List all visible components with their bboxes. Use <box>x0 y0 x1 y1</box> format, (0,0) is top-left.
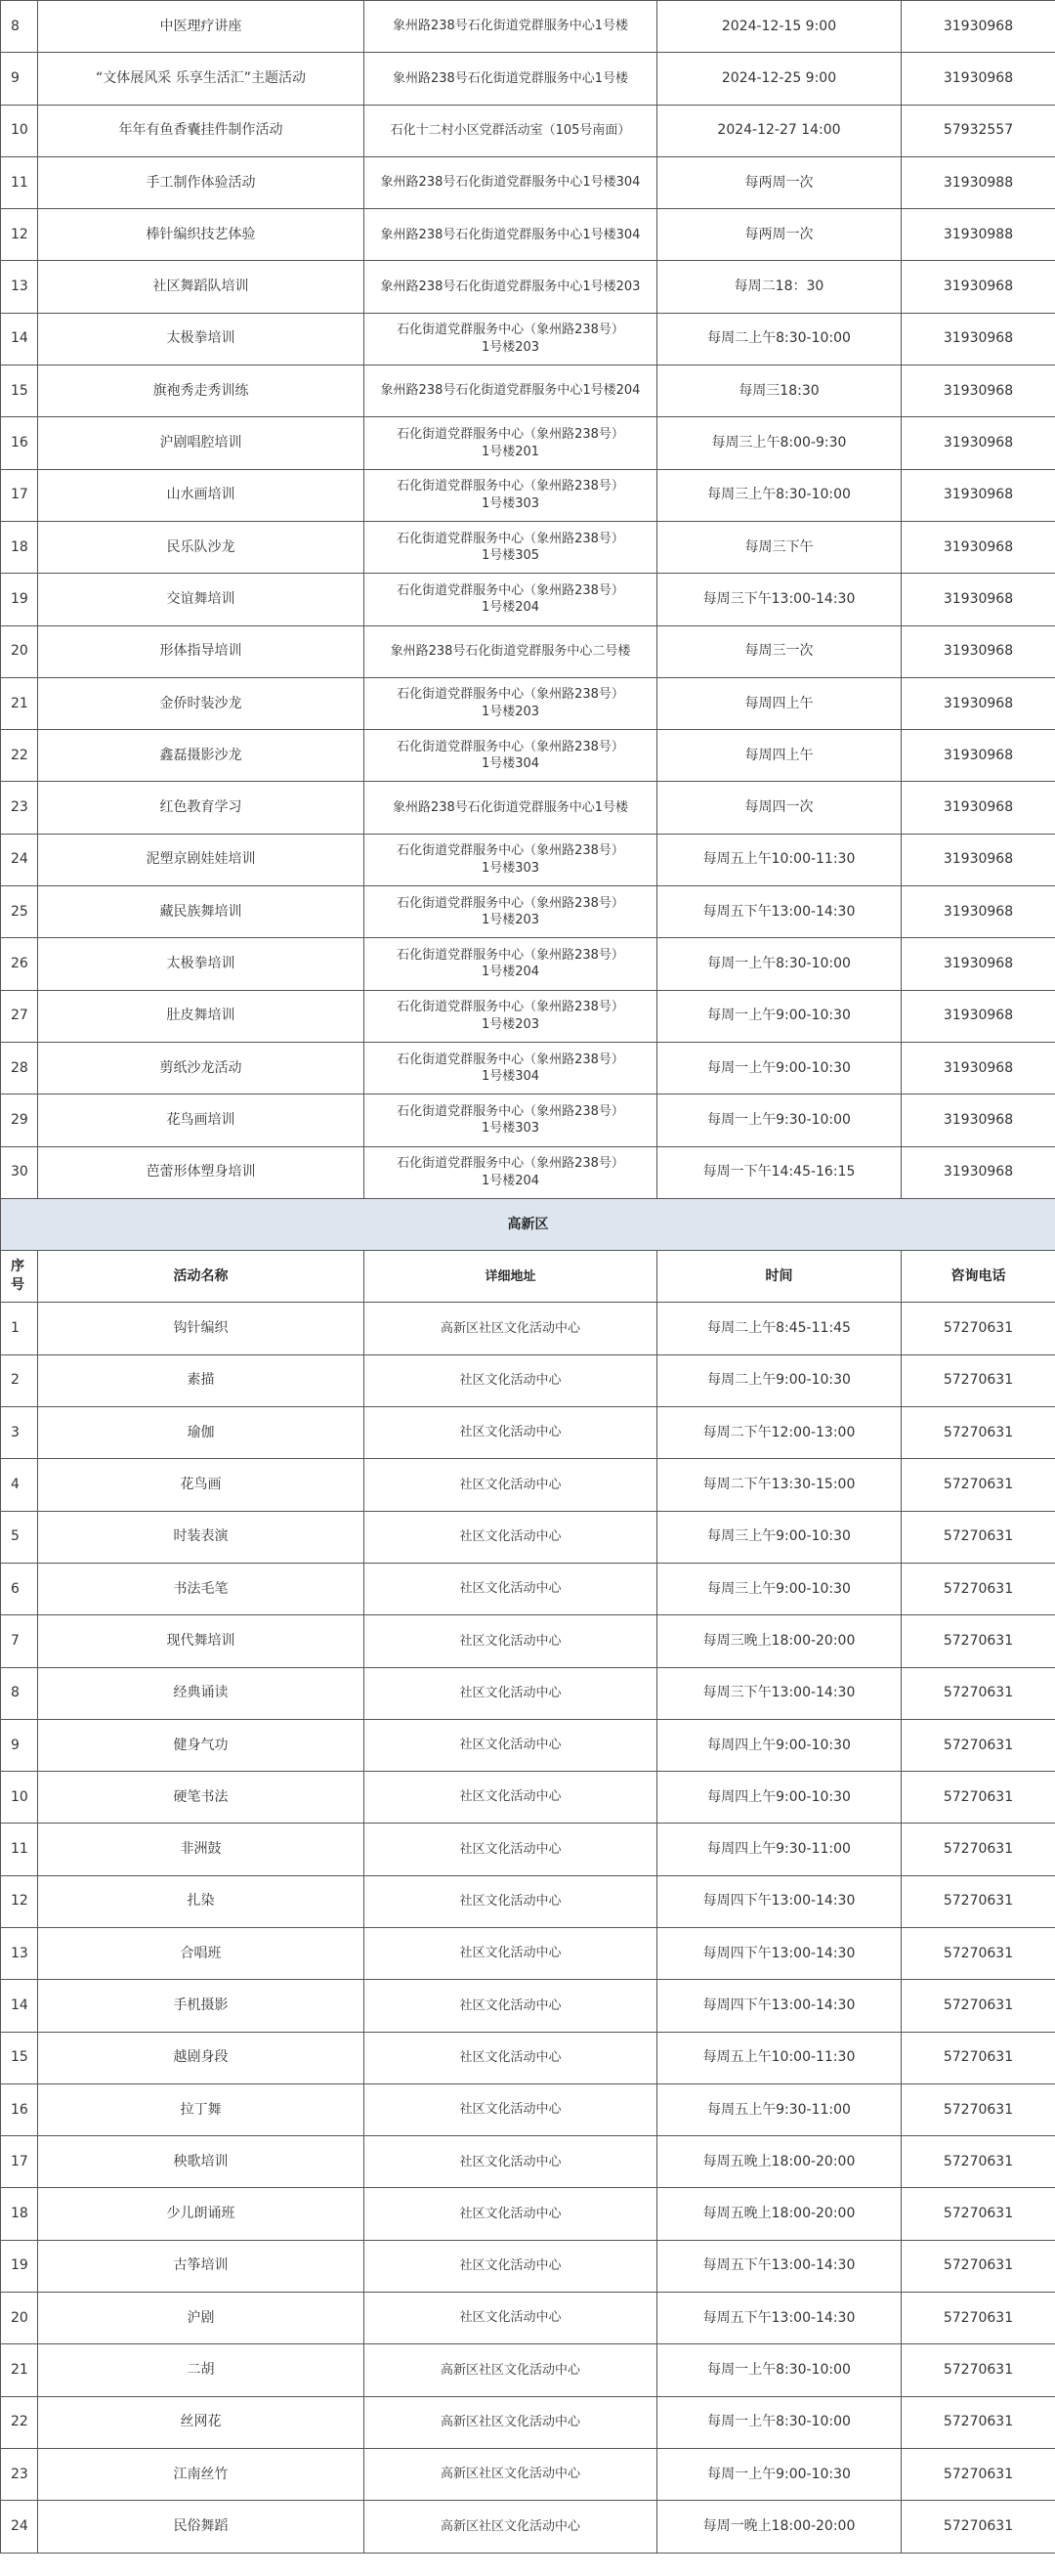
cell-phone: 31930968 <box>902 574 1055 625</box>
cell-addr: 社区文化活动中心 <box>364 1511 657 1563</box>
cell-phone: 31930968 <box>902 417 1055 469</box>
table-row <box>1 313 1055 365</box>
cell-addr: 石化街道党群服务中心（象州路238号） 1号楼204 <box>364 574 657 625</box>
table-header-row <box>1 1251 1055 1303</box>
cell-no: 9 <box>1 53 38 105</box>
cell-name: 丝网花 <box>38 2396 364 2448</box>
cell-phone: 31930968 <box>902 990 1055 1042</box>
cell-phone: 57270631 <box>902 1719 1055 1771</box>
cell-name: 现代舞培训 <box>38 1615 364 1667</box>
cell-phone: 31930968 <box>902 1 1055 53</box>
cell-phone: 57270631 <box>902 1667 1055 1719</box>
cell-name: 形体指导培训 <box>38 625 364 677</box>
cell-time: 每周三一次 <box>657 625 902 677</box>
table-row <box>1 2448 1055 2500</box>
cell-no: 18 <box>1 2188 38 2240</box>
cell-phone: 57270631 <box>902 1615 1055 1667</box>
cell-time: 每周四上午9:00-10:30 <box>657 1772 902 1824</box>
cell-name: 红色教育学习 <box>38 782 364 834</box>
cell-phone: 57270631 <box>902 2448 1055 2500</box>
cell-phone: 57932557 <box>902 105 1055 156</box>
cell-name: 手机摄影 <box>38 1980 364 2032</box>
table-row <box>1 2188 1055 2240</box>
table-row <box>1 938 1055 990</box>
cell-addr: 社区文化活动中心 <box>364 1927 657 1979</box>
activity-table-body <box>1 1 1055 2554</box>
cell-addr: 石化街道党群服务中心（象州路238号） 1号楼303 <box>364 469 657 521</box>
cell-name: 书法毛笔 <box>38 1563 364 1614</box>
table-row <box>1 1980 1055 2032</box>
cell-addr: 高新区社区文化活动中心 <box>364 2501 657 2553</box>
cell-no: 序号 <box>1 1251 38 1303</box>
cell-phone: 31930968 <box>902 1042 1055 1094</box>
cell-name: 社区舞蹈队培训 <box>38 261 364 313</box>
table-row <box>1 261 1055 313</box>
table-row <box>1 1824 1055 1875</box>
cell-phone: 31930968 <box>902 1095 1055 1146</box>
cell-addr: 社区文化活动中心 <box>364 1354 657 1406</box>
cell-phone: 31930968 <box>902 834 1055 885</box>
cell-no: 2 <box>1 1354 38 1406</box>
cell-name: 扎染 <box>38 1875 364 1927</box>
cell-name: 江南丝竹 <box>38 2448 364 2500</box>
cell-no: 13 <box>1 261 38 313</box>
cell-time: 每周一上午9:00-10:30 <box>657 2448 902 2500</box>
cell-addr: 社区文化活动中心 <box>364 1824 657 1875</box>
cell-name: 交谊舞培训 <box>38 574 364 625</box>
cell-name: 藏民族舞培训 <box>38 886 364 938</box>
cell-time: 每周一上午8:30-10:00 <box>657 2396 902 2448</box>
cell-name: 时装表演 <box>38 1511 364 1563</box>
table-row <box>1 1042 1055 1094</box>
cell-no: 8 <box>1 1667 38 1719</box>
cell-addr: 石化街道党群服务中心（象州路238号） 1号楼204 <box>364 1146 657 1198</box>
cell-name: 合唱班 <box>38 1927 364 1979</box>
cell-phone: 31930968 <box>902 261 1055 313</box>
cell-addr: 石化街道党群服务中心（象州路238号） 1号楼305 <box>364 521 657 573</box>
cell-time: 每周二上午8:45-11:45 <box>657 1303 902 1354</box>
table-row <box>1 2501 1055 2553</box>
table-row <box>1 2136 1055 2188</box>
cell-addr: 社区文化活动中心 <box>364 1875 657 1927</box>
cell-time: 2024-12-27 14:00 <box>657 105 902 156</box>
cell-name: 太极拳培训 <box>38 938 364 990</box>
cell-time: 每周四上午 <box>657 730 902 782</box>
cell-phone: 31930968 <box>902 365 1055 417</box>
cell-no: 28 <box>1 1042 38 1094</box>
table-row <box>1 1354 1055 1406</box>
cell-time: 每周五晚上18:00-20:00 <box>657 2188 902 2240</box>
cell-time: 每周二上午9:00-10:30 <box>657 1354 902 1406</box>
cell-name: 手工制作体验活动 <box>38 156 364 208</box>
cell-name: 素描 <box>38 1354 364 1406</box>
cell-no: 19 <box>1 2240 38 2292</box>
cell-name: 金侨时装沙龙 <box>38 677 364 729</box>
table-row <box>1 365 1055 417</box>
cell-addr: 社区文化活动中心 <box>364 1407 657 1459</box>
cell-name: 山水画培训 <box>38 469 364 521</box>
cell-no: 30 <box>1 1146 38 1198</box>
cell-name: 民俗舞蹈 <box>38 2501 364 2553</box>
table-row <box>1 209 1055 261</box>
cell-no: 16 <box>1 417 38 469</box>
cell-phone: 57270631 <box>902 1980 1055 2032</box>
cell-phone: 57270631 <box>902 2344 1055 2396</box>
table-row <box>1 1667 1055 1719</box>
cell-phone: 57270631 <box>902 2136 1055 2188</box>
cell-time: 每周五上午10:00-11:30 <box>657 2032 902 2083</box>
cell-time: 每周五上午9:30-11:00 <box>657 2083 902 2135</box>
table-row <box>1 1095 1055 1146</box>
table-row <box>1 2344 1055 2396</box>
cell-time: 每周四一次 <box>657 782 902 834</box>
cell-addr: 石化街道党群服务中心（象州路238号） 1号楼203 <box>364 990 657 1042</box>
table-row <box>1 469 1055 521</box>
cell-time: 每周四上午9:30-11:00 <box>657 1824 902 1875</box>
cell-time: 每周一上午9:30-10:00 <box>657 1095 902 1146</box>
section-title-row <box>1 1198 1055 1250</box>
cell-addr: 象州路238号石化街道党群服务中心1号楼304 <box>364 156 657 208</box>
cell-time: 每周三下午13:00-14:30 <box>657 574 902 625</box>
table-row <box>1 2240 1055 2292</box>
table-row <box>1 2396 1055 2448</box>
cell-phone: 57270631 <box>902 1459 1055 1511</box>
cell-addr: 石化街道党群服务中心（象州路238号） 1号楼203 <box>364 677 657 729</box>
table-row <box>1 2032 1055 2083</box>
cell-time: 每周四下午13:00-14:30 <box>657 1875 902 1927</box>
cell-time: 每周五下午13:00-14:30 <box>657 2293 902 2344</box>
cell-addr: 石化街道党群服务中心（象州路238号） 1号楼203 <box>364 313 657 365</box>
cell-addr: 象州路238号石化街道党群服务中心1号楼 <box>364 53 657 105</box>
cell-addr: 社区文化活动中心 <box>364 2136 657 2188</box>
cell-phone: 31930968 <box>902 886 1055 938</box>
cell-no: 12 <box>1 1875 38 1927</box>
table-row <box>1 1303 1055 1354</box>
cell-addr: 石化街道党群服务中心（象州路238号） 1号楼304 <box>364 1042 657 1094</box>
cell-name: 沪剧唱腔培训 <box>38 417 364 469</box>
cell-addr: 石化十二村小区党群活动室（105号南面） <box>364 105 657 156</box>
cell-no: 12 <box>1 209 38 261</box>
cell-name: 沪剧 <box>38 2293 364 2344</box>
cell-phone: 57270631 <box>902 1875 1055 1927</box>
cell-no: 3 <box>1 1407 38 1459</box>
cell-time: 每周四下午13:00-14:30 <box>657 1927 902 1979</box>
cell-no: 25 <box>1 886 38 938</box>
cell-no: 14 <box>1 1980 38 2032</box>
cell-name: 民乐队沙龙 <box>38 521 364 573</box>
cell-no: 4 <box>1 1459 38 1511</box>
cell-no: 19 <box>1 574 38 625</box>
cell-time: 每周四上午9:00-10:30 <box>657 1719 902 1771</box>
cell-phone: 31930988 <box>902 156 1055 208</box>
cell-addr: 高新区社区文化活动中心 <box>364 2448 657 2500</box>
table-row <box>1 105 1055 156</box>
cell-no: 11 <box>1 156 38 208</box>
cell-phone: 31930968 <box>902 730 1055 782</box>
cell-time: 每周三上午9:00-10:30 <box>657 1511 902 1563</box>
cell-phone: 57270631 <box>902 2240 1055 2292</box>
cell-addr: 石化街道党群服务中心（象州路238号） 1号楼201 <box>364 417 657 469</box>
cell-no: 26 <box>1 938 38 990</box>
cell-phone: 57270631 <box>902 1563 1055 1614</box>
cell-no: 17 <box>1 469 38 521</box>
cell-name: 健身气功 <box>38 1719 364 1771</box>
cell-time: 每周三下午13:00-14:30 <box>657 1667 902 1719</box>
cell-time: 每周一上午9:00-10:30 <box>657 1042 902 1094</box>
cell-phone: 31930968 <box>902 521 1055 573</box>
cell-name: 瑜伽 <box>38 1407 364 1459</box>
cell-time: 每周四上午 <box>657 677 902 729</box>
cell-time: 每周三上午8:00-9:30 <box>657 417 902 469</box>
cell-time: 每周一上午8:30-10:00 <box>657 2344 902 2396</box>
cell-phone: 57270631 <box>902 1824 1055 1875</box>
cell-name: 棒针编织技艺体验 <box>38 209 364 261</box>
cell-name: 秧歌培训 <box>38 2136 364 2188</box>
table-row <box>1 886 1055 938</box>
table-row <box>1 834 1055 885</box>
cell-no: 9 <box>1 1719 38 1771</box>
cell-time: 每周三上午9:00-10:30 <box>657 1563 902 1614</box>
table-row <box>1 574 1055 625</box>
table-row <box>1 1563 1055 1614</box>
table-row <box>1 625 1055 677</box>
cell-no: 17 <box>1 2136 38 2188</box>
cell-time: 每周一上午9:00-10:30 <box>657 990 902 1042</box>
cell-addr: 社区文化活动中心 <box>364 1563 657 1614</box>
cell-time: 每两周一次 <box>657 156 902 208</box>
cell-addr: 石化街道党群服务中心（象州路238号） 1号楼304 <box>364 730 657 782</box>
cell-no: 24 <box>1 2501 38 2553</box>
table-row <box>1 1459 1055 1511</box>
cell-name: 年年有鱼香囊挂件制作活动 <box>38 105 364 156</box>
cell-time: 每周五下午13:00-14:30 <box>657 886 902 938</box>
cell-addr: 社区文化活动中心 <box>364 1667 657 1719</box>
cell-addr: 社区文化活动中心 <box>364 1615 657 1667</box>
cell-name: 少儿朗诵班 <box>38 2188 364 2240</box>
cell-name: 花鸟画 <box>38 1459 364 1511</box>
cell-no: 22 <box>1 2396 38 2448</box>
cell-phone: 31930968 <box>902 1146 1055 1198</box>
cell-no: 1 <box>1 1303 38 1354</box>
cell-no: 21 <box>1 2344 38 2396</box>
cell-time: 每周五下午13:00-14:30 <box>657 2240 902 2292</box>
cell-name: 剪纸沙龙活动 <box>38 1042 364 1094</box>
cell-addr: 石化街道党群服务中心（象州路238号） 1号楼303 <box>364 1095 657 1146</box>
cell-addr: 石化街道党群服务中心（象州路238号） 1号楼204 <box>364 938 657 990</box>
cell-no: 15 <box>1 2032 38 2083</box>
cell-name: 花鸟画培训 <box>38 1095 364 1146</box>
table-row <box>1 1875 1055 1927</box>
table-row <box>1 1 1055 53</box>
cell-no: 5 <box>1 1511 38 1563</box>
cell-time: 每周五晚上18:00-20:00 <box>657 2136 902 2188</box>
table-row <box>1 2083 1055 2135</box>
cell-phone: 57270631 <box>902 1927 1055 1979</box>
cell-name: 旗袍秀走秀训练 <box>38 365 364 417</box>
cell-name: 拉丁舞 <box>38 2083 364 2135</box>
cell-phone: 31930968 <box>902 625 1055 677</box>
table-row <box>1 1772 1055 1824</box>
cell-phone: 57270631 <box>902 1303 1055 1354</box>
cell-addr: 象州路238号石化街道党群服务中心1号楼304 <box>364 209 657 261</box>
cell-addr: 象州路238号石化街道党群服务中心1号楼203 <box>364 261 657 313</box>
cell-no: 7 <box>1 1615 38 1667</box>
cell-name: 硬笔书法 <box>38 1772 364 1824</box>
cell-time: 每两周一次 <box>657 209 902 261</box>
table-row <box>1 521 1055 573</box>
cell-name: 二胡 <box>38 2344 364 2396</box>
cell-name: “文体展风采 乐享生活汇”主题活动 <box>38 53 364 105</box>
cell-no: 20 <box>1 2293 38 2344</box>
cell-no: 21 <box>1 677 38 729</box>
cell-no: 10 <box>1 1772 38 1824</box>
cell-phone: 57270631 <box>902 2083 1055 2135</box>
cell-addr: 社区文化活动中心 <box>364 1459 657 1511</box>
cell-time: 每周一上午8:30-10:00 <box>657 938 902 990</box>
table-row <box>1 730 1055 782</box>
cell-addr: 社区文化活动中心 <box>364 2240 657 2292</box>
cell-phone: 57270631 <box>902 1511 1055 1563</box>
cell-phone: 咨询电话 <box>902 1251 1055 1303</box>
cell-name: 中医理疗讲座 <box>38 1 364 53</box>
cell-phone: 31930968 <box>902 677 1055 729</box>
cell-no: 11 <box>1 1824 38 1875</box>
cell-time: 每周二下午12:00-13:00 <box>657 1407 902 1459</box>
cell-name: 非洲鼓 <box>38 1824 364 1875</box>
cell-no: 29 <box>1 1095 38 1146</box>
cell-no: 23 <box>1 2448 38 2500</box>
table-row <box>1 156 1055 208</box>
table-row <box>1 1927 1055 1979</box>
cell-addr: 高新区社区文化活动中心 <box>364 1303 657 1354</box>
cell-phone: 31930968 <box>902 313 1055 365</box>
cell-addr: 社区文化活动中心 <box>364 2032 657 2083</box>
table-row <box>1 417 1055 469</box>
cell-time: 每周三晚上18:00-20:00 <box>657 1615 902 1667</box>
cell-no: 23 <box>1 782 38 834</box>
cell-name: 经典诵读 <box>38 1667 364 1719</box>
cell-no: 10 <box>1 105 38 156</box>
table-row <box>1 1511 1055 1563</box>
cell-time: 2024-12-15 9:00 <box>657 1 902 53</box>
cell-time: 每周三18:30 <box>657 365 902 417</box>
cell-name: 泥塑京剧娃娃培训 <box>38 834 364 885</box>
cell-time: 每周二下午13:30-15:00 <box>657 1459 902 1511</box>
table-row <box>1 1719 1055 1771</box>
cell-addr: 社区文化活动中心 <box>364 1719 657 1771</box>
section-title: 高新区 <box>1 1198 1055 1250</box>
cell-addr: 社区文化活动中心 <box>364 2188 657 2240</box>
table-row <box>1 1407 1055 1459</box>
cell-time: 每周一下午14:45-16:15 <box>657 1146 902 1198</box>
cell-no: 15 <box>1 365 38 417</box>
cell-no: 18 <box>1 521 38 573</box>
cell-no: 20 <box>1 625 38 677</box>
cell-addr: 象州路238号石化街道党群服务中心二号楼 <box>364 625 657 677</box>
cell-addr: 社区文化活动中心 <box>364 2293 657 2344</box>
cell-time: 每周二上午8:30-10:00 <box>657 313 902 365</box>
cell-time: 每周三上午8:30-10:00 <box>657 469 902 521</box>
table-row <box>1 990 1055 1042</box>
cell-time: 每周三下午 <box>657 521 902 573</box>
cell-addr: 石化街道党群服务中心（象州路238号） 1号楼203 <box>364 886 657 938</box>
cell-phone: 31930968 <box>902 938 1055 990</box>
cell-no: 8 <box>1 1 38 53</box>
cell-time: 每周一晚上18:00-20:00 <box>657 2501 902 2553</box>
table-row <box>1 1615 1055 1667</box>
cell-no: 6 <box>1 1563 38 1614</box>
cell-addr: 社区文化活动中心 <box>364 1772 657 1824</box>
cell-name: 古筝培训 <box>38 2240 364 2292</box>
cell-no: 24 <box>1 834 38 885</box>
cell-addr: 象州路238号石化街道党群服务中心1号楼204 <box>364 365 657 417</box>
cell-name: 太极拳培训 <box>38 313 364 365</box>
cell-addr: 石化街道党群服务中心（象州路238号） 1号楼303 <box>364 834 657 885</box>
cell-phone: 57270631 <box>902 2188 1055 2240</box>
cell-phone: 31930968 <box>902 782 1055 834</box>
cell-time: 时间 <box>657 1251 902 1303</box>
cell-phone: 57270631 <box>902 2032 1055 2083</box>
cell-phone: 31930968 <box>902 469 1055 521</box>
cell-no: 22 <box>1 730 38 782</box>
cell-addr: 高新区社区文化活动中心 <box>364 2344 657 2396</box>
cell-name: 活动名称 <box>38 1251 364 1303</box>
cell-phone: 57270631 <box>902 1407 1055 1459</box>
cell-time: 每周四下午13:00-14:30 <box>657 1980 902 2032</box>
cell-addr: 详细地址 <box>364 1251 657 1303</box>
cell-no: 27 <box>1 990 38 1042</box>
table-row <box>1 782 1055 834</box>
cell-phone: 31930988 <box>902 209 1055 261</box>
cell-name: 钩针编织 <box>38 1303 364 1354</box>
cell-no: 14 <box>1 313 38 365</box>
cell-phone: 57270631 <box>902 2293 1055 2344</box>
cell-name: 鑫磊摄影沙龙 <box>38 730 364 782</box>
cell-phone: 31930968 <box>902 53 1055 105</box>
cell-name: 肚皮舞培训 <box>38 990 364 1042</box>
cell-addr: 社区文化活动中心 <box>364 1980 657 2032</box>
table-row <box>1 53 1055 105</box>
cell-time: 每周二18：30 <box>657 261 902 313</box>
cell-phone: 57270631 <box>902 2501 1055 2553</box>
table-row <box>1 677 1055 729</box>
cell-addr: 高新区社区文化活动中心 <box>364 2396 657 2448</box>
cell-no: 13 <box>1 1927 38 1979</box>
cell-addr: 社区文化活动中心 <box>364 2083 657 2135</box>
cell-name: 芭蕾形体塑身培训 <box>38 1146 364 1198</box>
cell-time: 2024-12-25 9:00 <box>657 53 902 105</box>
cell-addr: 象州路238号石化街道党群服务中心1号楼 <box>364 782 657 834</box>
cell-phone: 57270631 <box>902 1354 1055 1406</box>
table-row <box>1 1146 1055 1198</box>
cell-name: 越剧身段 <box>38 2032 364 2083</box>
cell-time: 每周五上午10:00-11:30 <box>657 834 902 885</box>
cell-no: 16 <box>1 2083 38 2135</box>
cell-phone: 57270631 <box>902 1772 1055 1824</box>
cell-addr: 象州路238号石化街道党群服务中心1号楼 <box>364 1 657 53</box>
cell-phone: 57270631 <box>902 2396 1055 2448</box>
table-row <box>1 2293 1055 2344</box>
